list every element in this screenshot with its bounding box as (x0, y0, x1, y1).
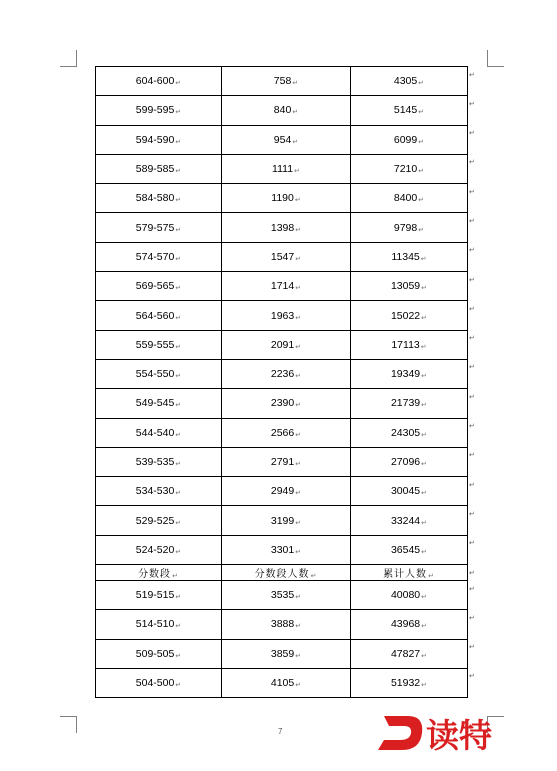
crop-mark-top-left (60, 50, 77, 67)
cumulative-cell: 13059 ↵ (351, 272, 468, 301)
score-range-cell: 564-560 ↵ (96, 301, 222, 330)
score-range-cell: 529-525 ↵ (96, 506, 222, 535)
count-cell: 1398 ↵ (222, 213, 351, 242)
paragraph-mark: ↵ (469, 585, 475, 593)
paragraph-mark: ↵ (469, 452, 475, 460)
cumulative-cell: 8400 ↵ (351, 184, 468, 213)
count-cell: 2091 ↵ (222, 330, 351, 359)
page-number: 7 (278, 727, 283, 736)
count-cell: 2566 ↵ (222, 418, 351, 447)
score-range-cell: 534-530 ↵ (96, 477, 222, 506)
header-cell-score-range: 分数段 ↵ (96, 565, 222, 581)
cumulative-cell: 27096 ↵ (351, 447, 468, 476)
paragraph-mark: ↵ (469, 217, 475, 225)
score-range-cell: 594-590 ↵ (96, 125, 222, 154)
table-row (96, 125, 468, 154)
table-row (96, 359, 468, 388)
score-range-cell: 584-580 ↵ (96, 184, 222, 213)
count-cell: 2791 ↵ (222, 447, 351, 476)
table-header-row (96, 565, 468, 581)
table-row (96, 389, 468, 418)
score-range-cell: 559-555 ↵ (96, 330, 222, 359)
table-row (96, 242, 468, 271)
paragraph-mark: ↵ (469, 335, 475, 343)
cumulative-cell: 5145 ↵ (351, 96, 468, 125)
paragraph-mark: ↵ (469, 423, 475, 431)
score-range-cell: 539-535 ↵ (96, 447, 222, 476)
crop-mark-bottom-left (60, 716, 77, 733)
cumulative-cell: 33244 ↵ (351, 506, 468, 535)
table-row (96, 184, 468, 213)
paragraph-mark: ↵ (469, 393, 475, 401)
table-row (96, 477, 468, 506)
paragraph-mark: ↵ (469, 614, 475, 622)
score-range-cell: 579-575 ↵ (96, 213, 222, 242)
count-cell: 1111 ↵ (222, 154, 351, 183)
cumulative-cell: 11345 ↵ (351, 242, 468, 271)
cumulative-cell: 9798 ↵ (351, 213, 468, 242)
table-row (96, 154, 468, 183)
cumulative-cell: 4305 ↵ (351, 67, 468, 96)
table-row (96, 668, 468, 697)
paragraph-mark: ↵ (469, 481, 475, 489)
table-row (96, 272, 468, 301)
cumulative-cell: 40080 ↵ (351, 581, 468, 610)
paragraph-mark: ↵ (469, 100, 475, 108)
header-cell-cumulative: 累计人数 ↵ (351, 565, 468, 581)
count-cell: 3535 ↵ (222, 581, 351, 610)
cumulative-cell: 17113 ↵ (351, 330, 468, 359)
count-cell: 1714 ↵ (222, 272, 351, 301)
count-cell: 3301 ↵ (222, 535, 351, 564)
cumulative-cell: 36545 ↵ (351, 535, 468, 564)
logo-text: 读特 (426, 716, 492, 754)
paragraph-mark: ↵ (469, 71, 475, 79)
score-range-cell: 519-515 ↵ (96, 581, 222, 610)
table-row (96, 330, 468, 359)
cumulative-cell: 21739 ↵ (351, 389, 468, 418)
score-range-cell: 554-550 ↵ (96, 359, 222, 388)
paragraph-mark: ↵ (469, 673, 475, 681)
count-cell: 1190 ↵ (222, 184, 351, 213)
cumulative-cell: 43968 ↵ (351, 610, 468, 639)
cumulative-cell: 6099 ↵ (351, 125, 468, 154)
count-cell: 758 ↵ (222, 67, 351, 96)
table-row (96, 67, 468, 96)
paragraph-mark: ↵ (469, 130, 475, 138)
table-row (96, 639, 468, 668)
table-row (96, 301, 468, 330)
table-body-bottom (96, 581, 468, 698)
paragraph-mark: ↵ (469, 364, 475, 372)
score-range-cell: 589-585 ↵ (96, 154, 222, 183)
score-range-cell: 549-545 ↵ (96, 389, 222, 418)
paragraph-mark: ↵ (469, 305, 475, 313)
paragraph-mark: ↵ (469, 510, 475, 518)
score-range-cell: 574-570 ↵ (96, 242, 222, 271)
count-cell: 3199 ↵ (222, 506, 351, 535)
header-cell-count: 分数段人数 ↵ (222, 565, 351, 581)
paragraph-mark: ↵ (469, 276, 475, 284)
score-range-cell: 509-505 ↵ (96, 639, 222, 668)
cumulative-cell: 15022 ↵ (351, 301, 468, 330)
cumulative-cell: 51932 ↵ (351, 668, 468, 697)
table-row (96, 610, 468, 639)
count-cell: 3859 ↵ (222, 639, 351, 668)
count-cell: 2390 ↵ (222, 389, 351, 418)
table-row (96, 447, 468, 476)
table-row (96, 535, 468, 564)
paragraph-mark: ↵ (469, 247, 475, 255)
count-cell: 1963 ↵ (222, 301, 351, 330)
table-header-row-group (96, 565, 468, 581)
count-cell: 954 ↵ (222, 125, 351, 154)
count-cell: 3888 ↵ (222, 610, 351, 639)
table-row (96, 418, 468, 447)
score-range-cell: 604-600 ↵ (96, 67, 222, 96)
cumulative-cell: 24305 ↵ (351, 418, 468, 447)
cumulative-cell: 30045 ↵ (351, 477, 468, 506)
score-range-cell: 544-540 ↵ (96, 418, 222, 447)
table-row (96, 581, 468, 610)
paragraph-mark: ↵ (469, 644, 475, 652)
cumulative-cell: 7210 ↵ (351, 154, 468, 183)
dute-logo-watermark (378, 712, 510, 754)
score-distribution-table (95, 66, 468, 698)
paragraph-mark: ↵ (469, 569, 475, 577)
table-body-top (96, 67, 468, 565)
paragraph-mark: ↵ (469, 159, 475, 167)
cumulative-cell: 47827 ↵ (351, 639, 468, 668)
table-row (96, 506, 468, 535)
score-range-cell: 569-565 ↵ (96, 272, 222, 301)
paragraph-mark: ↵ (469, 188, 475, 196)
score-range-cell: 514-510 ↵ (96, 610, 222, 639)
table-row (96, 96, 468, 125)
count-cell: 2236 ↵ (222, 359, 351, 388)
row-end-marks (469, 66, 477, 706)
score-range-cell: 524-520 ↵ (96, 535, 222, 564)
logo-d-mark (378, 716, 422, 750)
count-cell: 4105 ↵ (222, 668, 351, 697)
paragraph-mark: ↵ (469, 540, 475, 548)
cumulative-cell: 19349 ↵ (351, 359, 468, 388)
count-cell: 2949 ↵ (222, 477, 351, 506)
crop-mark-top-right (487, 50, 504, 67)
score-range-cell: 504-500 ↵ (96, 668, 222, 697)
table-row (96, 213, 468, 242)
count-cell: 1547 ↵ (222, 242, 351, 271)
count-cell: 840 ↵ (222, 96, 351, 125)
score-range-cell: 599-595 ↵ (96, 96, 222, 125)
